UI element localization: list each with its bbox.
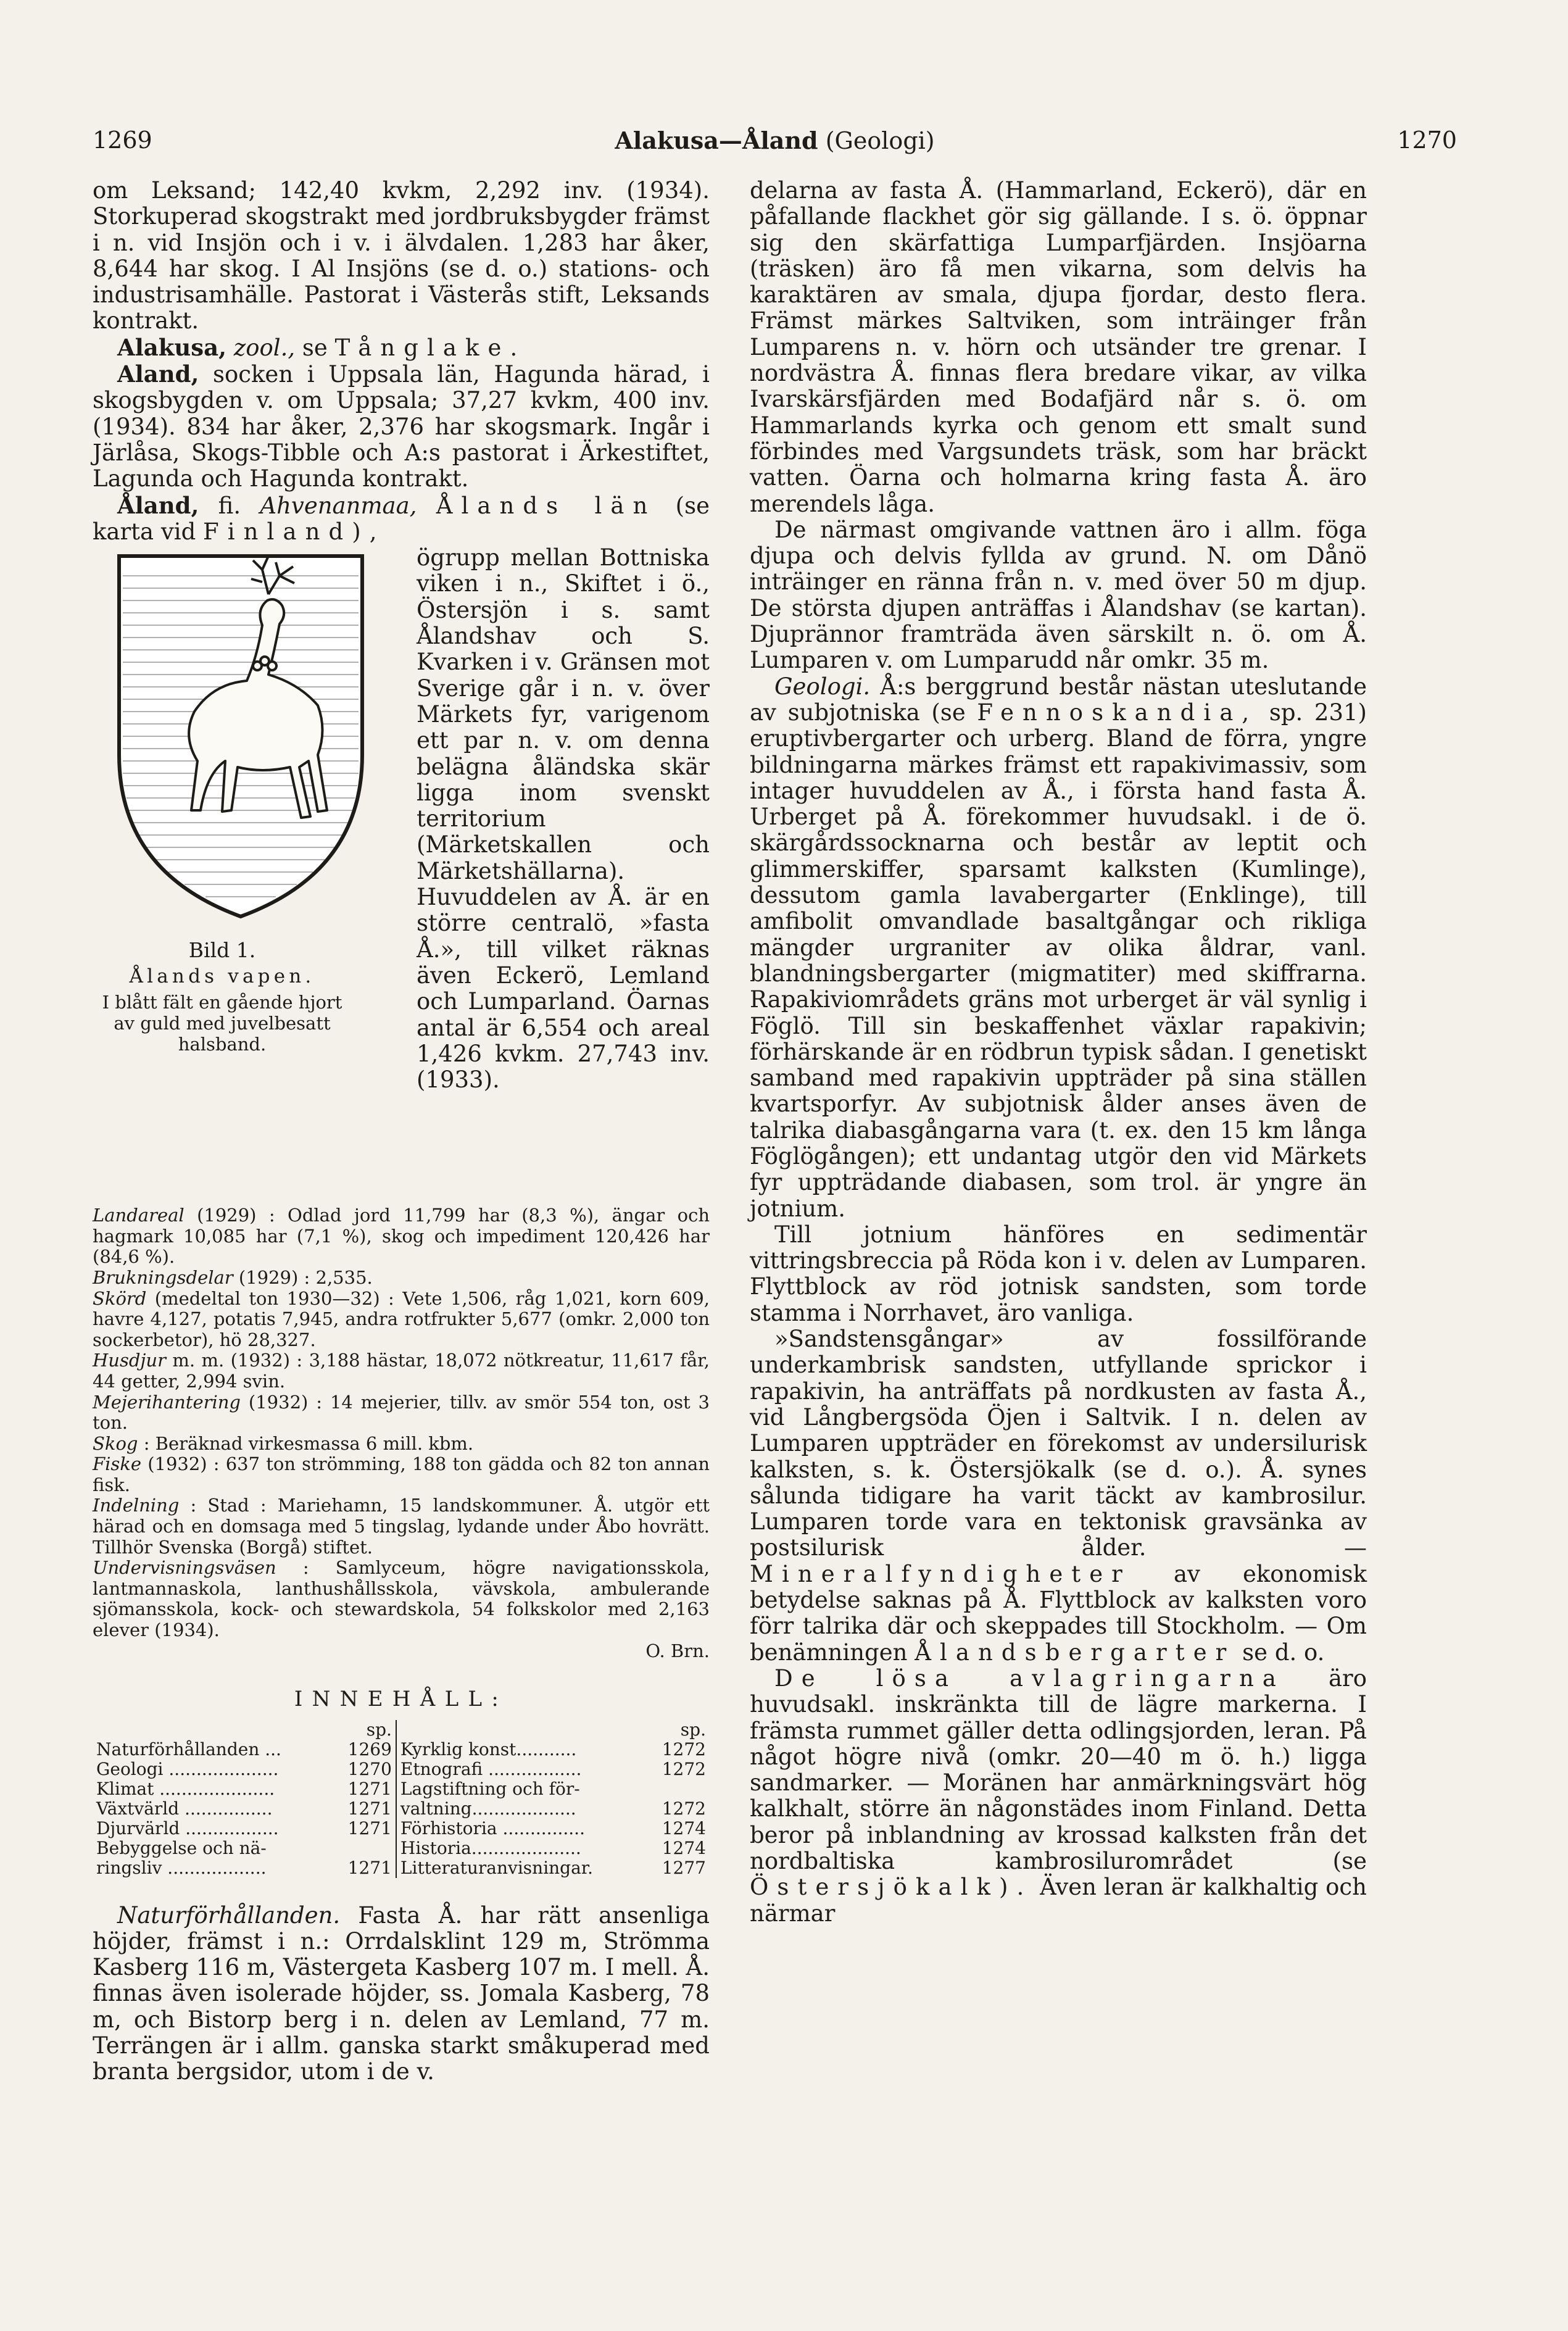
losa-avlagringar-paragraph: [750, 1666, 1367, 1927]
toc-entry[interactable]: ringsliv ..................: [96, 1857, 267, 1878]
stat-text: : Samlyceum, högre navigationsskola, lantmannaskola, lanthushållsskola, vävskola, ambulerande sjömansskola, kock- och stewardskola, 54 folkskolor med 2,163 elever (1934).: [93, 1557, 710, 1641]
toc-entry[interactable]: Förhistoria ...............: [400, 1818, 585, 1839]
toc-entry[interactable]: Kyrklig konst...........: [400, 1739, 577, 1760]
toc-page: 1272: [662, 1798, 706, 1819]
alakusa-ref: Tånglake.: [334, 334, 526, 361]
stat-text: (1929) : Odlad jord 11,799 har (8,3 %), ängar och hagmark 10,085 har (7,1 %), skog och impediment 120,426 har (84,6 %).: [93, 1205, 710, 1268]
losa-text-b: Även leran är kalkhaltig och närmar: [750, 1874, 1367, 1927]
statistics-block: [93, 1205, 710, 1661]
toc-entry[interactable]: Historia....................: [400, 1837, 581, 1858]
toc-page: 1269: [344, 1740, 396, 1760]
sandstensgangar-paragraph: [750, 1326, 1367, 1666]
page-header: [93, 127, 1457, 164]
stat-text: (medeltal ton 1930—32) : Vete 1,506, råg 1,021, korn 609, havre 4,127, potatis 7,945, andra rotfrukter 5,677 (omkr. 2,000 ton sockerbetor), hö 28,327.: [93, 1287, 710, 1350]
aaland-finnish-name: Ahvenanmaa,: [260, 492, 417, 519]
losa-avlagringar-heading: De lösa avlagringarna: [774, 1664, 1285, 1692]
aaland-lan: Ålands län: [436, 492, 657, 519]
stat-label: Landareal: [93, 1205, 185, 1226]
stat-skog: [93, 1434, 710, 1455]
running-title: [93, 127, 1457, 154]
naturforhallanden-section: [93, 1903, 710, 2085]
signature-line: [93, 1641, 710, 1662]
alakusa-headword: Alakusa,: [117, 333, 226, 361]
aaland-se: (se karta vid: [93, 492, 710, 545]
toc-header-row: [93, 1720, 710, 1740]
stat-husdjur: [93, 1350, 710, 1392]
stat-text: : Stad : Mariehamn, 15 landskommuner. Å. utgör ett härad och en domsaga med 5 tingslag, lydande under Åbo hovrätt. Tillhör Svenska (Borgå) stiftet.: [93, 1495, 710, 1558]
page-number-right: 1270: [1397, 127, 1457, 154]
toc-entry[interactable]: Bebyggelse och nä-: [96, 1837, 267, 1858]
fennoskandia-ref: Fennoskandia,: [977, 699, 1258, 726]
jotnium-paragraph: Till jotnium hänföres en sedimentär vittringsbreccia på Röda kon i v. delen av Lumparen. Flyttblock av röd jotnisk sandsten, som torde stamma i Norrhavet, äro vanliga.: [750, 1221, 1367, 1326]
stat-landareal: [93, 1205, 710, 1268]
aland-headword: Aland,: [117, 360, 199, 388]
mineral-text-a: av ekonomisk betydelse saknas på Å. Flyttblock av kalksten voro förr talrika där och skeppades till Stockholm. — Om benämningen: [750, 1560, 1367, 1666]
stat-label: Fiske: [93, 1453, 142, 1475]
caption-text: I blått fält en gående hjort av guld med juvelbesatt halsband.: [102, 992, 342, 1055]
stat-text: (1929) : 2,535.: [238, 1266, 373, 1288]
toc-page: [344, 1839, 396, 1858]
toc-page: 1271: [344, 1779, 396, 1799]
toc-title: INNEHÅLL:: [294, 1687, 508, 1712]
toc-row: [93, 1760, 710, 1779]
left-column: [93, 178, 710, 2085]
stat-mejerihantering: [93, 1392, 710, 1434]
toc-row: [93, 1779, 710, 1799]
stat-brukningsdelar: [93, 1268, 710, 1289]
aland-text: socken i Uppsala län, Hagunda härad, i skogsbygden v. om Uppsala; 37,27 kvkm, 400 inv. (1934). 834 har åker, 2,376 har skogsmark. Ingår i Järlåsa, Skogs-Tibble och A:s pastorat i Ärkestiftet, Lagunda och Hagunda kontrakt.: [93, 361, 710, 492]
stat-label: Mejerihantering: [93, 1391, 241, 1413]
mineralfyndigheter-heading: Mineralfyndigheter: [750, 1560, 1131, 1587]
aland-entry: [93, 361, 710, 492]
coat-of-arms-caption: [93, 940, 352, 1055]
toc-entry[interactable]: valtning...................: [400, 1798, 576, 1819]
alandsbergarter-ref: Ålandsbergarter: [915, 1639, 1235, 1666]
coat-of-arms-icon: [114, 551, 367, 921]
naturforhallanden-heading: Naturförhållanden.: [117, 1901, 341, 1929]
toc-row: [93, 1799, 710, 1819]
toc-page: 1271: [344, 1819, 396, 1839]
stat-label: Skog: [93, 1432, 138, 1454]
toc-entry[interactable]: Klimat .....................: [96, 1778, 275, 1799]
page-number-left: 1269: [93, 127, 152, 154]
geologi-text-b: sp. 231) eruptivbergarter och urberg. Bland de förra, yngre bildningarna märkes främst ett rapakivimassiv, som intager huvuddelen av Å., i första hand fasta Å. Urberget på Å. förekommer huvudsakl. i de ö. skärgårdssocknarna och består av leptit och glimmerskiffer, sparsamt kalksten (Kumlinge), dessutom gamla lavabergarter (Enklinge), till amfibolit omvandlade basaltgångar och rikliga mängder urgraniter av olika åldrar, vanl. blandningsbergarter (migmatiter) med skiffrarna. Rapakiviområdets gräns mot urberget är väl synlig i Föglö. Till sin beskaffenhet växlar rapakivin; förhärskande är en rödbrun typisk sådan. I genetiskt samband med rapakivin uppträder på sina ställen kvartsporfyr. Av subjotnisk ålder anses även de talrika diabasgångarna vara (t. ex. den 15 km långa Föglögången); ett undantag utgör den vid Märkets fyr uppträdande diabasen, som trol. är yngre än jotnium.: [750, 699, 1367, 1222]
leksand-paragraph: om Leksand; 142,40 kvkm, 2,292 inv. (1934). Storkuperad skogstrakt med jordbruksbygder främst i n. vid Insjön och i v. i älvdalen. 1,283 har åker, 8,644 har skog. I Al Insjöns (se d. o.) stations- och industrisamhälle. Pastorat i Västerås stift, Leksands kontrakt.: [93, 177, 710, 334]
running-title-suffix: (Geologi): [825, 127, 935, 154]
toc-page: [658, 1779, 710, 1799]
aaland-fi: fi.: [218, 492, 241, 519]
toc-row: [93, 1858, 710, 1878]
ostersjokalk-ref: Östersjökalk).: [750, 1874, 1033, 1901]
stat-skord: [93, 1289, 710, 1351]
toc-entry[interactable]: Geologi ....................: [96, 1758, 279, 1779]
toc-entry[interactable]: Etnografi .................: [400, 1758, 582, 1779]
stat-label: Husdjur: [93, 1350, 166, 1371]
running-title-main: Alakusa—Åland: [615, 127, 818, 154]
author-signature: O. Brn.: [645, 1640, 710, 1661]
toc-page: 1271: [344, 1799, 396, 1819]
stat-indelning: [93, 1495, 710, 1558]
right-column: [750, 178, 1367, 1927]
toc-page: 1272: [662, 1758, 706, 1779]
natur-continued: delarna av fasta Å. (Hammarland, Eckerö), där en påfallande flackhet gör sig gällande. I s. ö. öppnar sig den skärfattiga Lumparfjärden. Insjöarna (träsken) äro få men vikarna, som delvis ha karaktären av smala, djupa fjordar, desto flera. Främst märkes Saltviken, som inträinger från Lumparens n. v. hörn och utsänder tre grenar. I nordvästra Å. finnas flera bredare vikar, av vilka Ivarskärsfjärden med Bodafjärd når s. ö. om Hammarlands kyrka och genom ett smalt sund förbindes med Vargsundets träsk, som har bräckt vatten. Öarna och holmarna kring fasta Å. äro merendels låga.: [750, 177, 1367, 517]
toc-row: [93, 1839, 710, 1858]
toc-entry[interactable]: Naturförhållanden ...: [96, 1739, 281, 1760]
toc-sp-left: sp.: [344, 1720, 396, 1740]
geologi-section: [750, 674, 1367, 1222]
caption-title: Ålands vapen.: [129, 965, 315, 988]
geologi-text-a: Å:s berggrund består nästan uteslutande av subjotniska (se: [750, 673, 1367, 726]
sandstensgangar-text: »Sandstensgångar» av fossilförande underkambrisk sandsten, utfyllande sprickor i rapakivin, ha anträffats på nordkusten av fasta Å., vid Långbergsöda Öjen i Saltvik. I n. delen av Lumparen uppträder en förekomst av undersilurisk kalksten, s. k. Östersjökalk (se d. o.). Å. synes sålunda tidigare ha varit täckt av kambrosilur. Lumparen torde vara en tektonisk gravsänka av postsilurisk ålder. —: [750, 1326, 1367, 1561]
toc-page: 1277: [662, 1857, 706, 1878]
aaland-entry-start: [93, 492, 710, 546]
stat-text: (1932) : 637 ton strömming, 188 ton gädda och 82 ton annan fisk.: [93, 1453, 710, 1495]
stat-label: Skörd: [93, 1287, 147, 1309]
toc-page: 1272: [662, 1739, 706, 1760]
toc-entry[interactable]: Djurvärld .................: [96, 1818, 279, 1839]
stat-undervisningsvasen: [93, 1558, 710, 1640]
stat-label: Undervisningsväsen: [93, 1557, 276, 1579]
geologi-heading: Geologi.: [774, 673, 871, 700]
stat-label: Indelning: [93, 1495, 180, 1516]
coat-of-arms-figure: [93, 545, 401, 1205]
toc-entry[interactable]: Lagstiftning och för-: [400, 1778, 580, 1799]
alakusa-zool: zool.,: [233, 334, 296, 361]
stat-text: : Beräknad virkesmassa 6 mill. kbm.: [143, 1432, 474, 1454]
toc-row: [93, 1819, 710, 1839]
aaland-text: ögrupp mellan Bottniska viken i n., Skiftet i ö., Östersjön i s. samt Ålandshav och S. Kvarken i v. Gränsen mot Sverige går i n. v. över Märkets fyr, varigenom ett par n. v. om denna belägna åländska skär ligga inom svenskt territorium (Märketskallen och Märketshällarna). Huvuddelen av Å. är en större centralö, »fasta Å.», till vilket räknas även Eckerö, Lemland och Lumparland. Öarnas antal är 6,554 och areal 1,426 kvkm. 27,743 inv. (1933).: [417, 544, 710, 1094]
table-of-contents: [93, 1720, 710, 1878]
mineral-text-b: se d. o.: [1242, 1639, 1325, 1666]
aaland-finland-ref: Finland),: [203, 518, 386, 545]
toc-entry[interactable]: Växtvärld ................: [96, 1798, 273, 1819]
losa-text-a: äro huvudsakl. inskränkta till de lägre markerna. I främsta rummet gäller detta odlingsjorden, leran. På något högre nivå (omkr. 20—40 m ö. h.) ligga sandmarker. — Moränen har anmärkningsvärt hög kalkhalt, större än någonstädes inom Finland. Detta beror på inblandning av krossad kalksten från det nordbaltiska kambrosilurområdet (se: [750, 1664, 1367, 1874]
stat-fiske: [93, 1454, 710, 1495]
toc-page: 1274: [662, 1818, 706, 1839]
alakusa-entry: [93, 334, 710, 361]
toc-page: 1271: [344, 1858, 396, 1878]
vatten-paragraph: De närmast omgivande vattnen äro i allm. föga djupa och delvis fyllda av grund. N. om Dånö inträinger en ränna från n. v. med över 50 m djup. De största djupen anträffas i Ålandshav (se kartan). Djuprännor framträda även särskilt n. ö. om Å. Lumparen v. om Lumparudd når omkr. 35 m.: [750, 516, 1367, 674]
aaland-headword: Åland,: [117, 491, 199, 519]
stat-label: Brukningsdelar: [93, 1266, 233, 1288]
toc-sp-right: sp.: [680, 1719, 706, 1740]
naturforhallanden-text: Fasta Å. har rätt ansenliga höjder, främst i n.: Orrdalsklint 129 m, Strömma Kasberg 116 m, Västergeta Kasberg 107 m. I mell. Å. finnas även isolerade höjder, ss. Jomala Kasberg, 78 m, och Bistorp berg i n. delen av Lemland, 77 m. Terrängen är i allm. ganska starkt småkuperad med branta bergsidor, utom i de v.: [93, 1901, 710, 2085]
alakusa-se: se: [302, 334, 328, 361]
toc-entry[interactable]: Litteraturanvisningar.: [400, 1857, 594, 1878]
toc-page: 1270: [344, 1760, 396, 1779]
toc-page: 1274: [662, 1837, 706, 1858]
stat-text: (1932) : 14 mejerier, tillv. av smör 554 ton, ost 3 ton.: [93, 1391, 710, 1434]
toc-row: [93, 1740, 710, 1760]
stat-text: m. m. (1932) : 3,188 hästar, 18,072 nötkreatur, 11,617 får, 44 getter, 2,994 svin.: [93, 1350, 710, 1392]
caption-bild: Bild 1.: [188, 938, 256, 963]
